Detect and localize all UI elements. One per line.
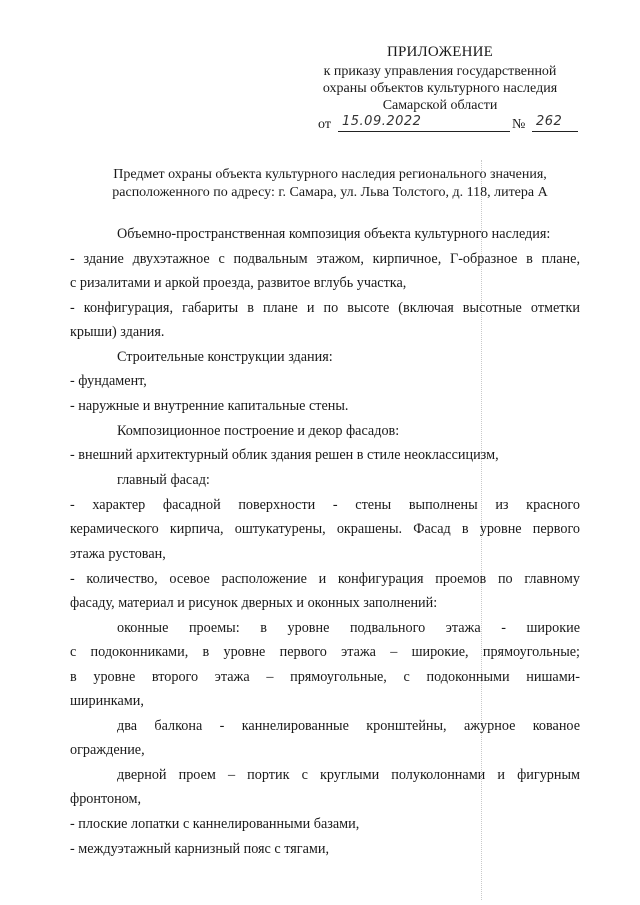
body-line: - характер фасадной поверхности - стены выполнены из красного: [70, 497, 580, 513]
body-line: Композиционное построение и декор фасадов:: [117, 423, 400, 439]
order-reference-line2: охраны объектов культурного наследия: [322, 81, 558, 96]
body-line: - наружные и внутренние капитальные стены.: [70, 398, 349, 414]
number-label: №: [512, 117, 526, 132]
body-line: - междуэтажный карнизный пояс с тягами,: [70, 841, 330, 857]
body-line: с подоконниками, в уровне первого этажа – широкие, прямоугольные;: [70, 644, 580, 660]
order-reference-line1: к приказу управления государственной: [323, 64, 557, 79]
body-line: фасаду, материал и рисунок дверных и оконных заполнений:: [70, 595, 438, 611]
doc-title-line2: расположенного по адресу: г. Самара, ул. Льва Толстого, д. 118, литера А: [112, 185, 548, 200]
body-line: с ризалитами и аркой проезда, развитое вглубь участка,: [70, 275, 407, 291]
doc-title-line1: Предмет охраны объекта культурного наследия регионального значения,: [113, 167, 547, 182]
body-line: ширинками,: [70, 693, 144, 709]
body-line: - конфигурация, габариты в плане и по высоте (включая высотные отметки: [70, 300, 580, 316]
order-reference-line3: Самарской области: [382, 98, 498, 113]
body-line: фронтоном,: [70, 791, 142, 807]
body-line: в уровне второго этажа – прямоугольные, с подоконными нишами-: [70, 669, 580, 685]
body-line: дверной проем – портик с круглыми полуколоннами и фигурным: [117, 767, 580, 783]
body-line: - внешний архитектурный облик здания решен в стиле неоклассицизм,: [70, 447, 499, 463]
body-line: - здание двухэтажное с подвальным этажом, кирпичное, Г-образное в плане,: [70, 251, 580, 267]
body-line: - количество, осевое расположение и конфигурация проемов по главному: [70, 571, 580, 587]
body-line: оконные проемы: в уровне подвального этажа - широкие: [117, 620, 580, 636]
date-label: от: [318, 117, 331, 132]
date-value: 15.09.2022: [342, 114, 422, 129]
date-underline: [338, 131, 510, 132]
body-line: Объемно-пространственная композиция объекта культурного наследия:: [117, 226, 551, 242]
body-line: - плоские лопатки с каннелированными базами,: [70, 816, 360, 832]
order-date-number-row: [318, 116, 580, 134]
body-line: этажа рустован,: [70, 546, 166, 562]
body-line: ограждение,: [70, 742, 145, 758]
appendix-title: ПРИЛОЖЕНИЕ: [386, 44, 494, 60]
body-line: керамического кирпича, оштукатурены, окрашены. Фасад в уровне первого: [70, 521, 580, 537]
body-line: - фундамент,: [70, 373, 147, 389]
body-line: главный фасад:: [117, 472, 210, 488]
body-line: крыши) здания.: [70, 324, 165, 340]
number-underline: [532, 131, 578, 132]
number-value: 262: [536, 114, 563, 129]
body-line: Строительные конструкции здания:: [117, 349, 333, 365]
body-line: два балкона - каннелированные кронштейны, ажурное кованое: [117, 718, 580, 734]
